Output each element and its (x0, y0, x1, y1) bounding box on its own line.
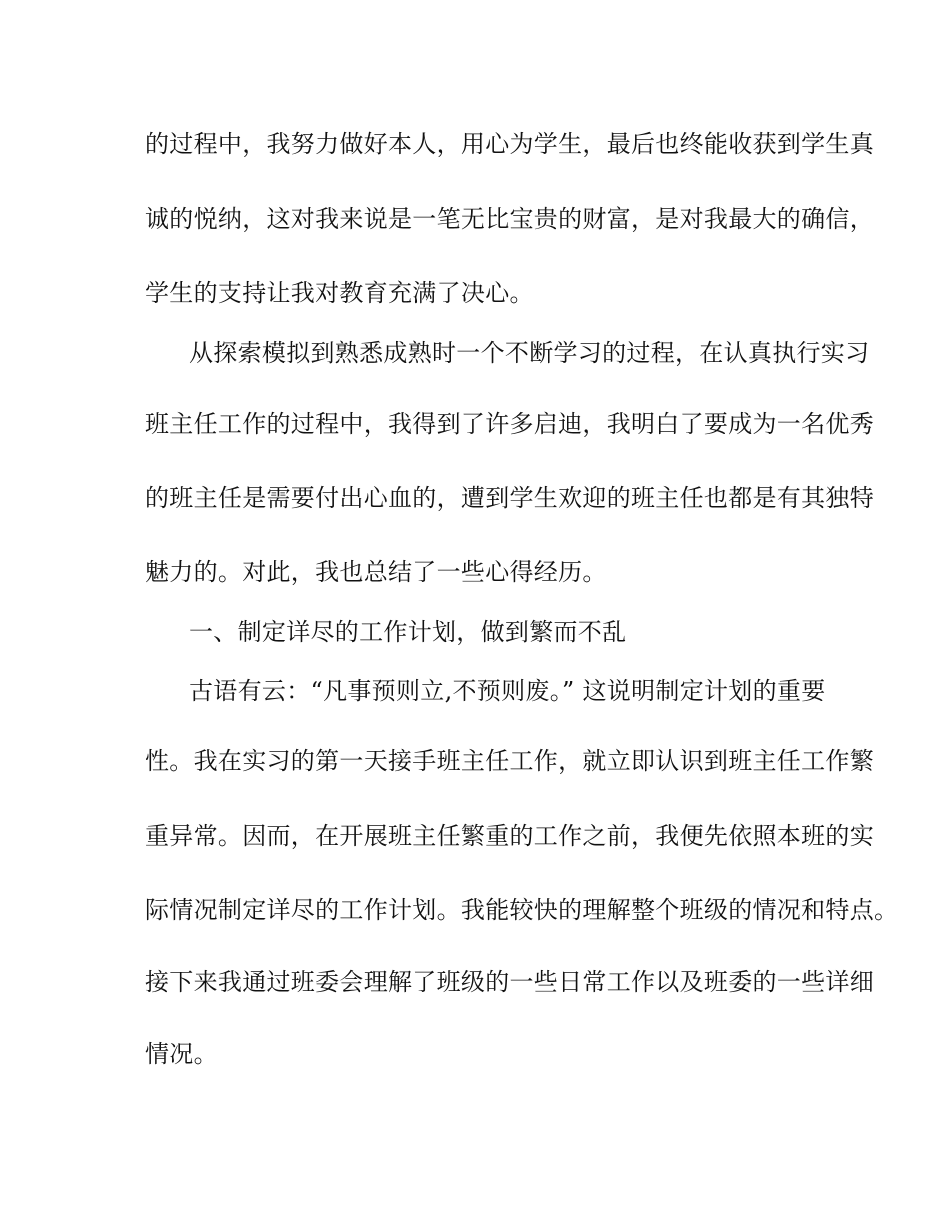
paragraph-line: 际情况制定详尽的工作计划。我能较快的理解整个班级的情况和特点。 (145, 896, 899, 924)
paragraph-line: 情况。 (145, 1040, 218, 1068)
paragraph-line: 学生的支持让我对教育充满了决心。 (145, 279, 534, 307)
paragraph-line: 重异常。因而，在开展班主任繁重的工作之前，我便先依照本班的实 (145, 822, 874, 850)
paragraph-line: 接下来我通过班委会理解了班级的一些日常工作以及班委的一些详细 (145, 968, 874, 996)
paragraph-line: 魅力的。对此，我也总结了一些心得经历。 (145, 558, 607, 586)
paragraph-line: 古语有云：“凡事预则立,不预则废。” 这说明制定计划的重要 (189, 677, 826, 705)
paragraph-line: 班主任工作的过程中，我得到了许多启迪，我明白了要成为一名优秀 (145, 410, 874, 438)
paragraph-line: 性。我在实习的第一天接手班主任工作，就立即认识到班主任工作繁 (145, 747, 874, 775)
paragraph-line: 的过程中，我努力做好本人，用心为学生，最后也终能收获到学生真 (145, 130, 874, 158)
paragraph-line: 诚的悦纳，这对我来说是一笔无比宝贵的财富，是对我最大的确信， (145, 205, 874, 233)
paragraph-line: 从探索模拟到熟悉成熟时一个不断学习的过程，在认真执行实习 (189, 339, 870, 367)
paragraph-line: 的班主任是需要付出心血的，遭到学生欢迎的班主任也都是有其独特 (145, 484, 874, 512)
section-heading: 一、制定详尽的工作计划，做到繁而不乱 (189, 618, 627, 646)
